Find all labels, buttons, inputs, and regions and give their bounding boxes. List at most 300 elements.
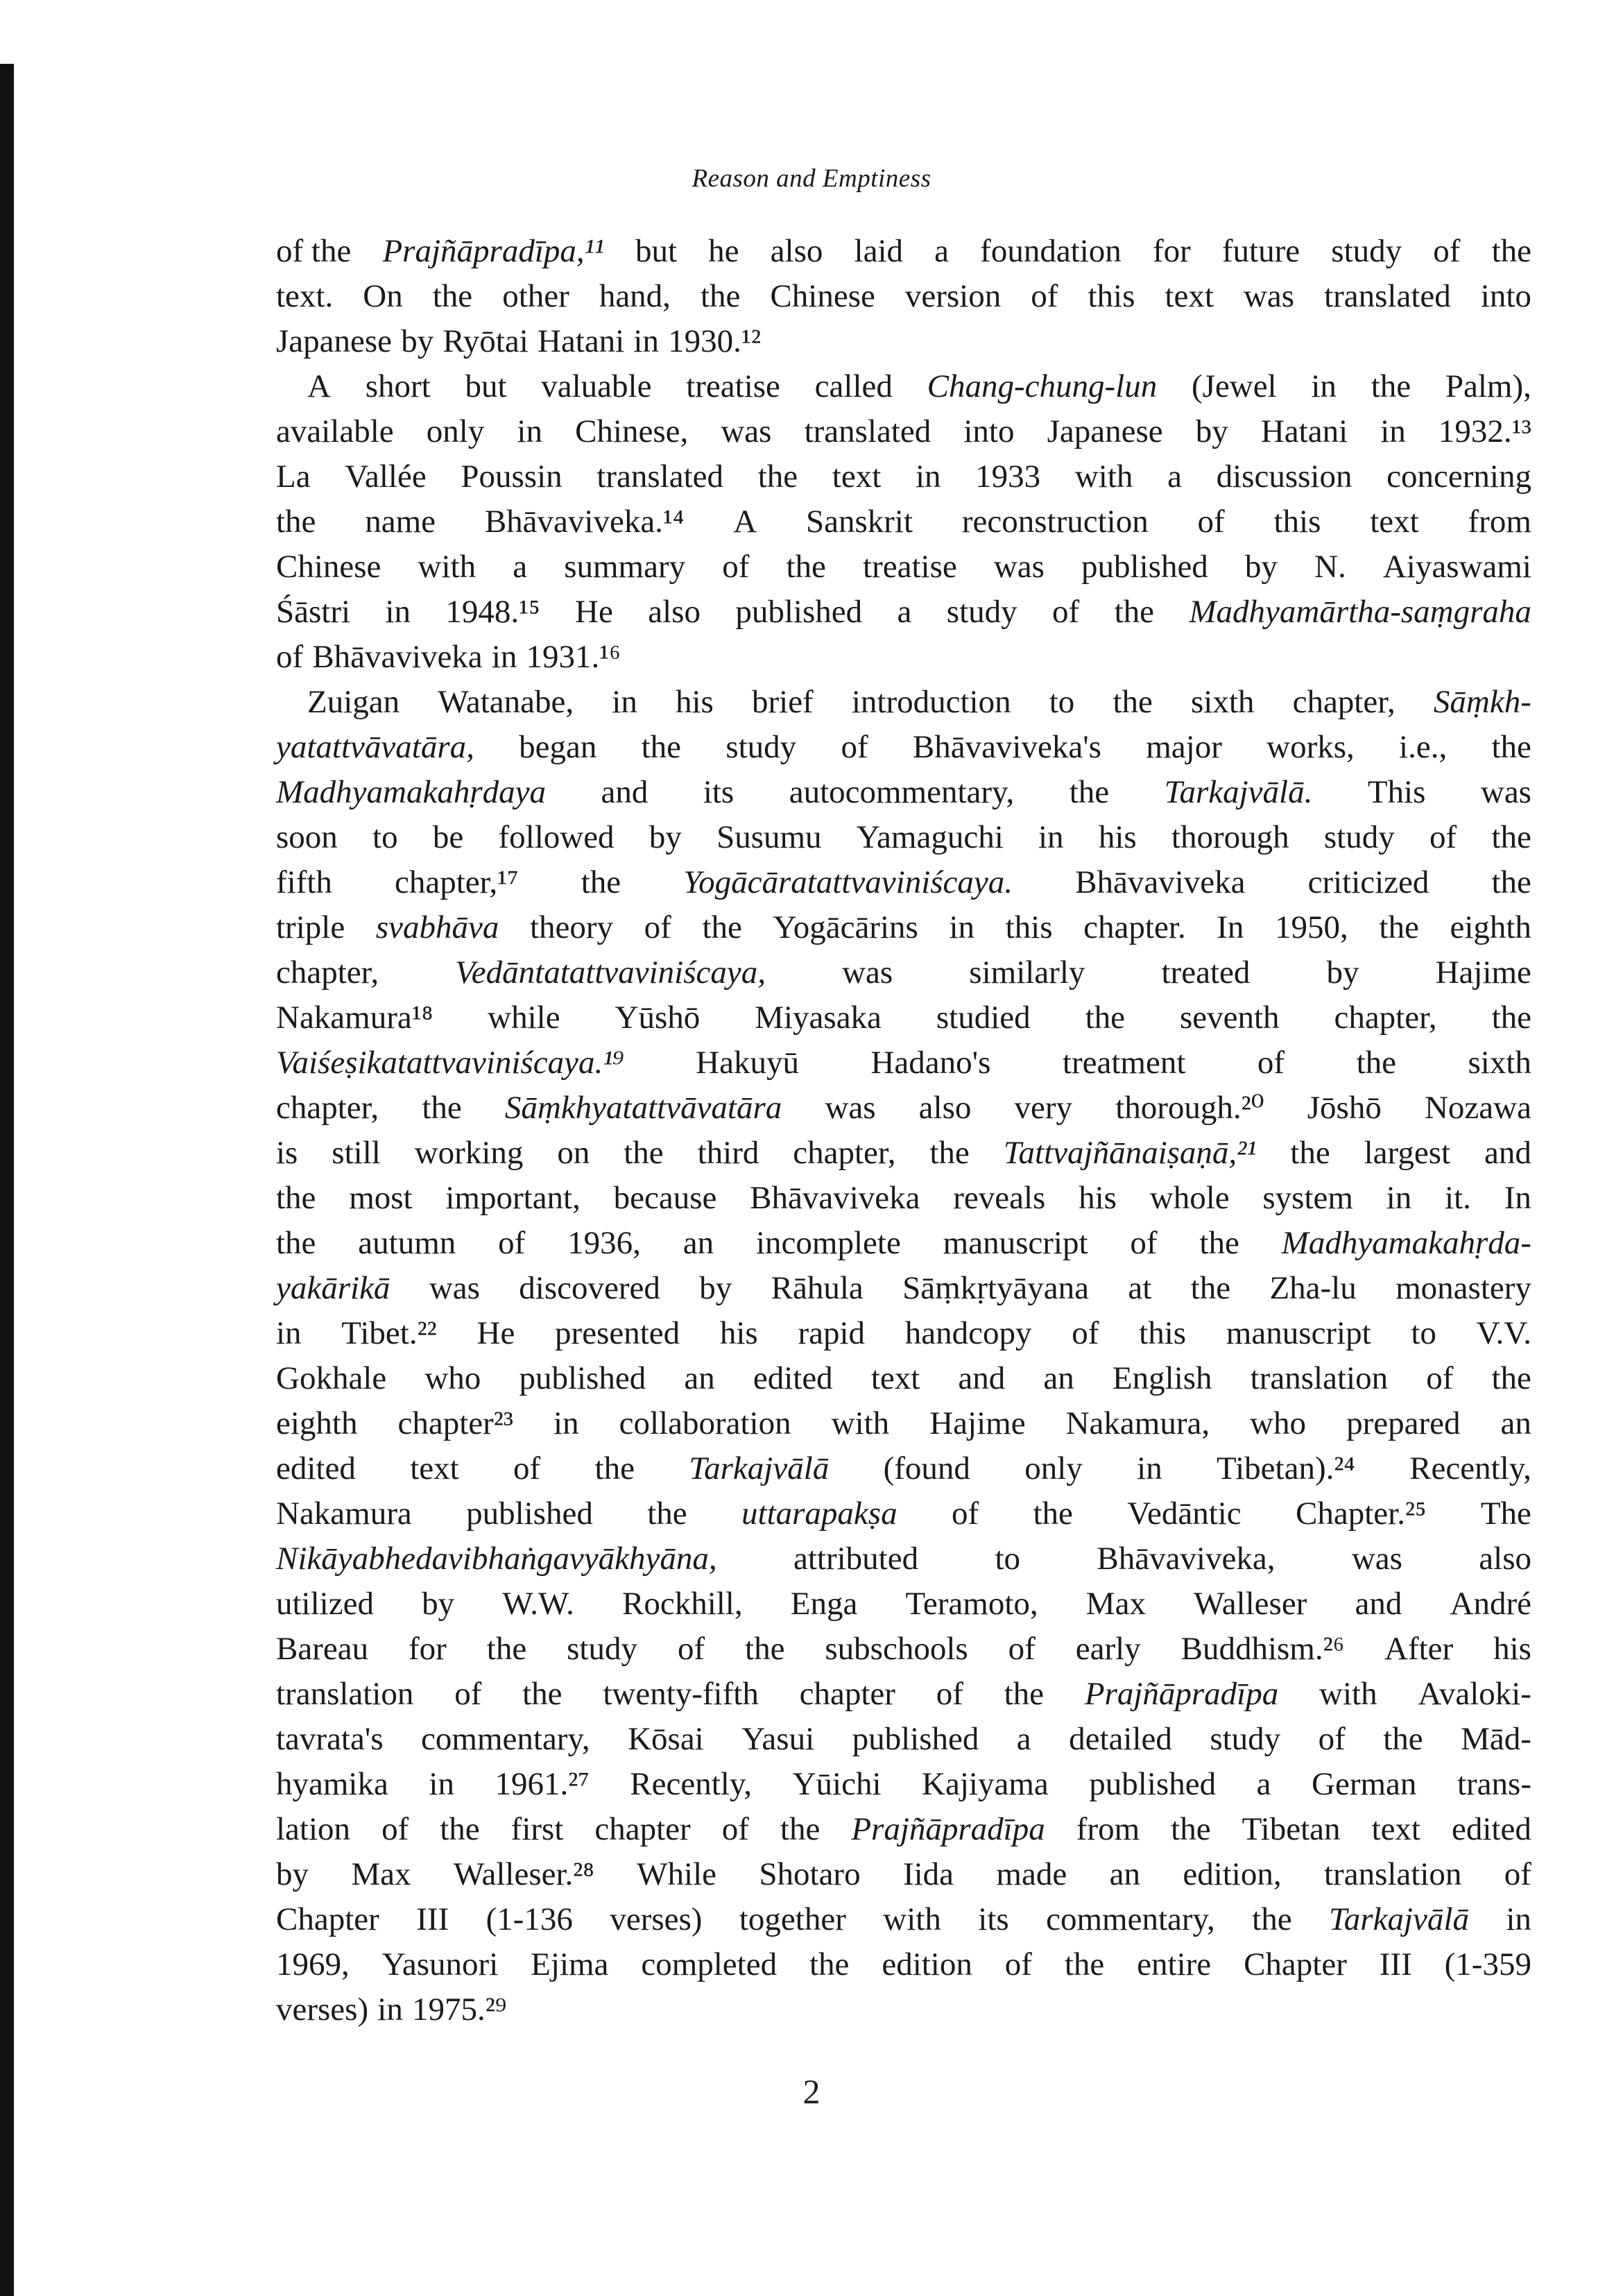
word: soon — [276, 819, 338, 855]
word: Tibet.²² — [341, 1315, 437, 1351]
word: text — [1165, 278, 1214, 314]
word: the — [1085, 1000, 1125, 1036]
word: together — [739, 1901, 846, 1937]
word: of — [722, 549, 750, 585]
text-line — [276, 1401, 1531, 1446]
word: is — [276, 1135, 298, 1171]
word: important, — [445, 1180, 581, 1216]
italic-word: yatattvāvatāra, — [276, 729, 474, 765]
word: reconstruction — [961, 504, 1149, 540]
word: autumn — [358, 1225, 456, 1261]
word: of — [1426, 1360, 1454, 1396]
word: manuscript — [1226, 1315, 1371, 1351]
word: commentary, — [1046, 1901, 1215, 1937]
word: Avaloki- — [1418, 1676, 1531, 1712]
word: to — [1049, 684, 1075, 720]
text-line — [276, 590, 1531, 635]
word: the — [757, 459, 798, 495]
word: treatise — [863, 549, 957, 585]
word: twenty-fifth — [603, 1676, 759, 1712]
word: criticized — [1307, 864, 1429, 900]
word: of — [1257, 1045, 1285, 1081]
word: the — [440, 1811, 480, 1847]
word: the — [1491, 864, 1531, 900]
italic-word: Madhyamārtha-saṃgraha — [1189, 594, 1531, 630]
word: who — [424, 1360, 481, 1396]
word: triple — [276, 909, 345, 945]
word: Watanabe, — [438, 684, 574, 720]
word: In — [1217, 909, 1244, 945]
word: study — [946, 594, 1017, 630]
word: of — [644, 909, 671, 945]
text-line — [276, 1536, 1531, 1582]
word: Bhāvaviveka — [312, 639, 483, 675]
word: Japanese — [1047, 413, 1163, 449]
word: Zha-lu — [1269, 1270, 1357, 1306]
word: of — [1004, 1946, 1032, 1982]
word: discovered — [519, 1270, 660, 1306]
word: the — [432, 278, 473, 314]
word: translation — [1250, 1360, 1389, 1396]
word: from — [1076, 1811, 1140, 1847]
word: 1950, — [1275, 909, 1348, 945]
word: and — [1355, 1586, 1402, 1622]
word: version — [904, 278, 1002, 314]
word: of — [513, 1450, 541, 1487]
word: rapid — [798, 1315, 866, 1351]
word: A — [733, 504, 757, 540]
word: of — [276, 639, 304, 675]
page-number: 2 — [802, 2072, 821, 2111]
word: Palm), — [1445, 368, 1531, 404]
word: translated — [1324, 278, 1451, 314]
word: in — [553, 1405, 579, 1441]
word: Yogācārins — [773, 909, 918, 945]
word: published — [1081, 549, 1208, 585]
text-line — [276, 1176, 1531, 1221]
word: detailed — [1069, 1721, 1172, 1757]
text-line — [276, 725, 1531, 770]
word: V.V. — [1476, 1315, 1531, 1351]
word: text. — [276, 278, 334, 314]
text-line — [276, 1762, 1531, 1807]
italic-word: Prajñāpradīpa — [851, 1811, 1045, 1847]
word: the — [929, 1135, 970, 1171]
word: of — [1318, 1721, 1346, 1757]
word: edition — [882, 1946, 972, 1982]
word: the — [276, 504, 316, 540]
word: by — [1244, 549, 1278, 585]
word: only — [1024, 1450, 1083, 1487]
italic-word: Prajñāpradīpa,¹¹ — [382, 233, 604, 269]
word: in — [429, 1766, 454, 1802]
word: In — [1504, 1180, 1531, 1216]
word: of — [1008, 1631, 1036, 1667]
word: introduction — [851, 684, 1011, 720]
word: translation — [276, 1676, 414, 1712]
word: text — [1371, 1811, 1420, 1847]
italic-word: Tarkajvālā — [1328, 1901, 1469, 1937]
word: (1-136 — [486, 1901, 573, 1937]
word: Hatani — [1260, 413, 1348, 449]
text-line — [276, 635, 1531, 680]
word: the — [276, 1180, 316, 1216]
word: an — [1109, 1856, 1140, 1892]
word: short — [365, 368, 431, 404]
text-line — [276, 1446, 1531, 1491]
word: incomplete — [755, 1225, 901, 1261]
text-line — [276, 1942, 1531, 1987]
text-line — [276, 1356, 1531, 1401]
word: André — [1450, 1586, 1531, 1622]
word: in — [276, 1315, 302, 1351]
word: Jōshō — [1307, 1090, 1382, 1126]
word: the — [1190, 1270, 1231, 1306]
word: text — [870, 1360, 920, 1396]
word: the — [1199, 1225, 1239, 1261]
word: Iida — [902, 1856, 954, 1892]
word: (found — [883, 1450, 970, 1487]
word: into — [1480, 278, 1531, 314]
word: called — [814, 368, 893, 404]
word: be — [432, 819, 464, 855]
word: Yasui — [741, 1721, 815, 1757]
word: the — [1491, 1000, 1531, 1036]
word: in — [915, 459, 941, 495]
word: was — [993, 549, 1045, 585]
word: thorough — [1171, 819, 1289, 855]
word: was — [1243, 278, 1295, 314]
word: its — [978, 1901, 1009, 1937]
italic-word: Chang-chung-lun — [927, 368, 1158, 404]
word: and — [958, 1360, 1006, 1396]
word: this — [1273, 504, 1321, 540]
word: Hajime — [929, 1405, 1026, 1441]
word: in — [1380, 413, 1406, 449]
text-line — [276, 1131, 1531, 1176]
word: his — [719, 1315, 758, 1351]
word: of — [936, 1676, 963, 1712]
word: chapter, — [793, 1135, 896, 1171]
word: eighth — [276, 1405, 358, 1441]
word: whole — [1149, 1180, 1230, 1216]
word: handcopy — [904, 1315, 1032, 1351]
text-line — [276, 1266, 1531, 1311]
word: to — [1411, 1315, 1436, 1351]
word: he — [708, 233, 739, 269]
word: in — [1386, 1180, 1412, 1216]
italic-word: Sāṃkh- — [1433, 684, 1531, 720]
italic-word: Tattvajñānaiṣaṇā,²¹ — [1003, 1135, 1257, 1171]
word: by — [422, 1586, 455, 1622]
word: a — [1016, 1721, 1031, 1757]
italic-word: Sāṃkhyatattvāvatāra — [504, 1090, 782, 1126]
word: this — [1139, 1315, 1187, 1351]
word: Bhāvaviveka — [1075, 864, 1246, 900]
word: Susumu — [716, 819, 822, 855]
word: by — [1195, 413, 1228, 449]
word: study — [1323, 819, 1395, 855]
word: commentary, — [421, 1721, 590, 1757]
italic-word: Nikāyabhedavibhaṅgavyākhyāna, — [276, 1541, 717, 1577]
word: into — [963, 413, 1015, 449]
word: on — [557, 1135, 590, 1171]
word: published — [852, 1721, 979, 1757]
word: tavrata's — [276, 1721, 384, 1757]
word: edited — [1452, 1811, 1531, 1847]
word: the — [1113, 684, 1153, 720]
word: his — [1079, 1180, 1117, 1216]
word: an — [1500, 1405, 1531, 1441]
word: in — [1311, 368, 1337, 404]
word: eighth — [1450, 909, 1531, 945]
word: began — [519, 729, 597, 765]
word: W.W. — [502, 1586, 574, 1622]
word: early — [1075, 1631, 1141, 1667]
word: first — [510, 1811, 564, 1847]
word: with — [883, 1901, 941, 1937]
word: N. — [1314, 549, 1346, 585]
body-text — [276, 229, 1531, 2032]
word: also — [918, 1090, 972, 1126]
word: This — [1367, 774, 1426, 810]
word: Zuigan — [307, 684, 400, 720]
italic-word: Madhyamakahṛdaya — [276, 774, 546, 810]
word: was — [842, 954, 893, 991]
word: La — [276, 459, 311, 495]
word: seventh — [1179, 1000, 1280, 1036]
word: Bhāvaviveka — [750, 1180, 920, 1216]
word: Walleser.²⁸ — [453, 1856, 594, 1892]
word: 1948.¹⁵ — [445, 594, 540, 630]
word: the — [1491, 233, 1531, 269]
word: Sāṃkṛtyāyana — [902, 1270, 1089, 1306]
word: in — [949, 909, 974, 945]
word: and — [1484, 1135, 1531, 1171]
word: prepared — [1346, 1405, 1461, 1441]
word: Nozawa — [1424, 1090, 1531, 1126]
text-line — [276, 274, 1531, 319]
text-line — [276, 815, 1531, 860]
word: an — [1043, 1360, 1074, 1396]
word: discussion — [1216, 459, 1352, 495]
text-line — [276, 1582, 1531, 1627]
word: Rockhill, — [621, 1586, 743, 1622]
word: this — [1088, 278, 1135, 314]
word: other — [502, 278, 569, 314]
text-line — [276, 1221, 1531, 1266]
italic-word: Yogācāratattvaviniścaya. — [683, 864, 1013, 900]
word: 1961.²⁷ — [495, 1766, 590, 1802]
word: treatment — [1062, 1045, 1186, 1081]
text-line — [276, 680, 1531, 725]
word: study — [1331, 233, 1402, 269]
text-line — [276, 1717, 1531, 1762]
word: Nakamura, — [1065, 1405, 1210, 1441]
word: name — [365, 504, 436, 540]
word: valuable — [541, 368, 652, 404]
word: text — [832, 459, 882, 495]
word: translation — [1324, 1856, 1462, 1892]
word: of — [381, 1811, 409, 1847]
italic-word: Madhyamakahṛda- — [1281, 1225, 1531, 1261]
word: reveals — [953, 1180, 1046, 1216]
text-line — [276, 364, 1531, 409]
word: (1-359 — [1444, 1946, 1531, 1982]
word: in — [385, 594, 411, 630]
word: of — [1429, 819, 1457, 855]
word: chapter — [799, 1676, 895, 1712]
word: the — [1491, 729, 1531, 765]
word: On — [363, 278, 403, 314]
word: in — [1038, 819, 1064, 855]
word: Mād- — [1461, 1721, 1531, 1757]
word: 1930.¹² — [668, 323, 762, 359]
word: the — [276, 1225, 316, 1261]
word: the — [641, 729, 682, 765]
word: was — [1480, 774, 1531, 810]
word: Japanese — [276, 323, 393, 359]
word: in — [377, 1991, 403, 2028]
word: a — [1167, 459, 1182, 495]
word: similarly — [969, 954, 1085, 991]
word: of — [677, 1631, 705, 1667]
word: Buddhism.²⁶ — [1180, 1631, 1345, 1667]
word: Bareau — [276, 1631, 369, 1667]
word: Recently, — [1409, 1450, 1531, 1487]
word: Nakamura¹⁸ — [276, 1000, 433, 1036]
text-line — [276, 409, 1531, 454]
word: Gokhale — [276, 1360, 387, 1396]
word: study — [1210, 1721, 1281, 1757]
word: available — [276, 413, 394, 449]
word: chapter, — [1292, 684, 1396, 720]
word: III — [1379, 1946, 1412, 1982]
word: published — [466, 1496, 593, 1532]
word: in — [1506, 1901, 1531, 1937]
word: laid — [854, 233, 904, 269]
word: his — [1098, 819, 1137, 855]
word: of — [1031, 278, 1058, 314]
word: concerning — [1386, 459, 1531, 495]
word: also — [1479, 1541, 1531, 1577]
word: Chinese — [276, 549, 381, 585]
word: Miyasaka — [755, 1000, 882, 1036]
word: the — [1069, 774, 1110, 810]
word: at — [1128, 1270, 1152, 1306]
italic-word: Vedāntatattvaviniścaya, — [455, 954, 766, 991]
word: Tibetan — [1242, 1811, 1341, 1847]
word: of — [721, 1811, 749, 1847]
word: After — [1384, 1631, 1454, 1667]
word: while — [488, 1000, 560, 1036]
italic-word: yakārikā — [276, 1270, 390, 1306]
word: the — [786, 549, 826, 585]
word: monastery — [1396, 1270, 1531, 1306]
word: Hakuyū — [696, 1045, 799, 1081]
italic-word: Vaiśeṣikatattvaviniścaya.¹⁹ — [276, 1045, 624, 1081]
word: chapter. — [1083, 909, 1186, 945]
italic-word: Tarkajvālā. — [1164, 774, 1313, 810]
word: utilized — [276, 1586, 374, 1622]
text-line — [276, 1491, 1531, 1536]
word: of — [454, 1676, 482, 1712]
word: Śāstri — [276, 594, 351, 630]
word: collaboration — [619, 1405, 791, 1441]
word: by — [276, 1856, 309, 1892]
word: 1975.²⁹ — [411, 1991, 507, 2028]
word: 1933 — [975, 459, 1041, 495]
word: an — [682, 1225, 714, 1261]
word: Chapter.²⁵ — [1296, 1496, 1427, 1532]
word: Rāhula — [771, 1270, 864, 1306]
word: Sanskrit — [805, 504, 913, 540]
word: made — [996, 1856, 1067, 1892]
word: major — [1146, 729, 1222, 765]
word: verses) — [610, 1901, 703, 1937]
word: treated — [1161, 954, 1251, 991]
text-line — [276, 1672, 1531, 1717]
text-line — [276, 1627, 1531, 1672]
word: chapter, — [276, 1090, 379, 1126]
word: Walleser — [1194, 1586, 1307, 1622]
word: published — [735, 594, 863, 630]
word: Chinese, — [575, 413, 689, 449]
word: lation — [276, 1811, 351, 1847]
word: the — [1491, 1360, 1531, 1396]
word: in — [612, 684, 637, 720]
word: translated — [596, 459, 724, 495]
word: his — [1493, 1631, 1531, 1667]
word: (Jewel — [1191, 368, 1277, 404]
word: in — [517, 413, 542, 449]
word: largest — [1364, 1135, 1451, 1171]
word: only — [426, 413, 485, 449]
word: Yūichi — [792, 1766, 882, 1802]
word: very — [1014, 1090, 1073, 1126]
word: trans- — [1457, 1766, 1531, 1802]
word: chapter²³ — [397, 1405, 513, 1441]
word: but — [465, 368, 507, 404]
word: sixth — [1191, 684, 1255, 720]
word: Nakamura — [276, 1496, 412, 1532]
word: the — [1252, 1901, 1292, 1937]
word: the — [522, 1676, 563, 1712]
word: the — [1371, 368, 1411, 404]
word: also — [648, 594, 701, 630]
word: Ejima — [531, 1946, 609, 1982]
word: the — [486, 1631, 527, 1667]
word: German — [1312, 1766, 1417, 1802]
text-line — [276, 454, 1531, 499]
word: to — [995, 1541, 1020, 1577]
word: Hajime — [1435, 954, 1531, 991]
word: his — [675, 684, 714, 720]
word: future — [1221, 233, 1300, 269]
word: but — [635, 233, 678, 269]
italic-word: svabhāva — [375, 909, 499, 945]
word: by — [649, 819, 682, 855]
word: the — [581, 864, 621, 900]
text-line — [276, 1987, 1531, 2032]
word: Poussin — [461, 459, 563, 495]
italic-word: uttarapakṣa — [741, 1496, 898, 1532]
text-line — [276, 499, 1531, 545]
word: the — [1491, 819, 1531, 855]
word: the — [1114, 594, 1154, 630]
word: the — [422, 1090, 462, 1126]
word: of — [498, 1225, 526, 1261]
